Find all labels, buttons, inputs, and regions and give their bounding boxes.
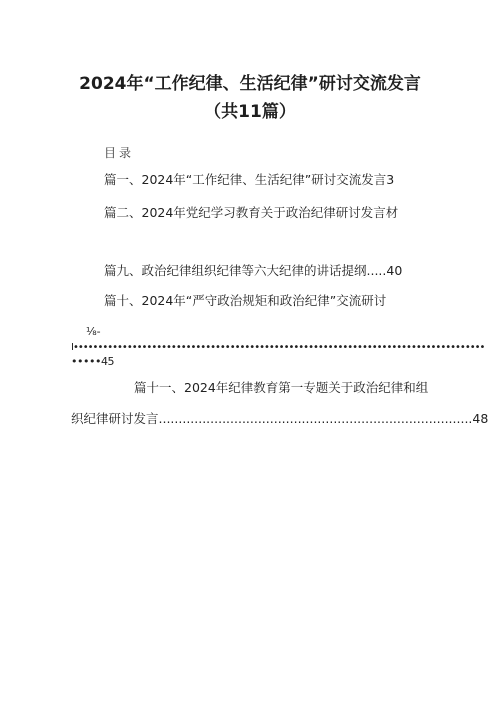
toc-entry-11-continued[interactable]: 织纪律研讨发言...............................................................................48 (71, 411, 489, 426)
toc-entry-10-artifact: ⅛- (86, 325, 101, 338)
toc-heading: 目录 (104, 146, 135, 160)
toc-entry-2[interactable]: 篇二、2024年党纪学习教育关于政治纪律研讨发言材 (104, 205, 399, 220)
document-subtitle: （共11篇） (204, 102, 296, 122)
toc-entry-11[interactable]: 篇十一、2024年纪律教育第一专题关于政治纪律和组 (134, 380, 429, 395)
toc-entry-10-page: •••••45 (71, 355, 114, 368)
toc-entry-9[interactable]: 篇九、政治纪律组织纪律等六大纪律的讲话提纲.....40 (104, 263, 403, 278)
toc-entry-10-leader-dots: I•••••••••••••••••••••••••••••••••••••••••••••••••••••••••••••••••••••••••••••••••••• (71, 342, 485, 353)
document-title: 2024年“工作纪律、生活纪律”研讨交流发言 (79, 74, 421, 94)
toc-entry-10[interactable]: 篇十、2024年“严守政治规矩和政治纪律”交流研讨 (104, 293, 387, 308)
toc-entry-1[interactable]: 篇一、2024年“工作纪律、生活纪律”研讨交流发言3 (104, 172, 395, 187)
